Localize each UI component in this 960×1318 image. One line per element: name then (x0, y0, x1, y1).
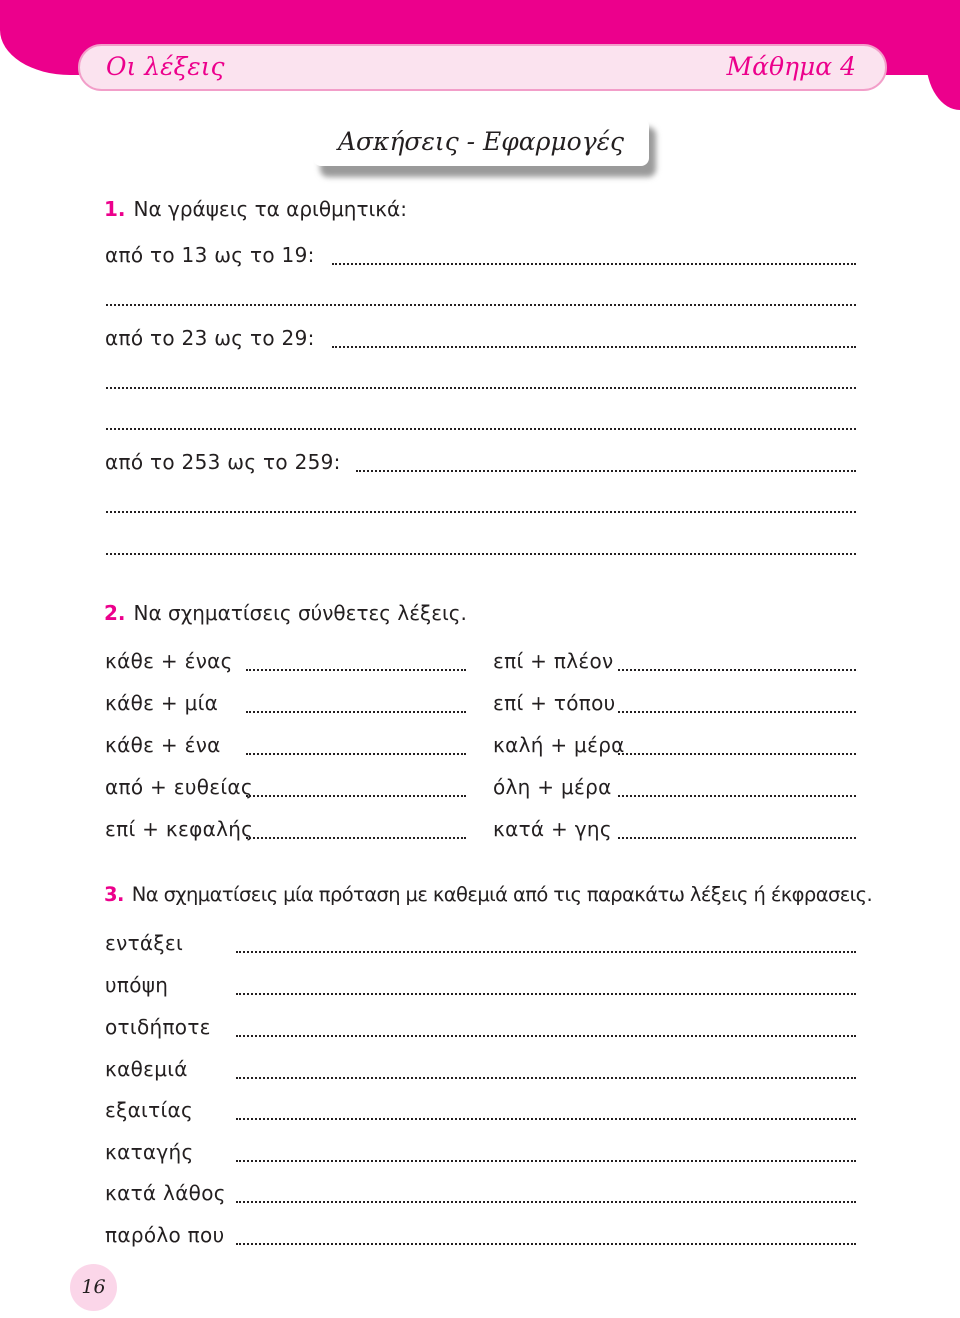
exercise-1-item: από το 13 ως το 19: (105, 243, 315, 267)
compound-left-item: κάθε + ένας (105, 649, 233, 673)
word-item: καθεμιά (105, 1057, 188, 1081)
exercise-1-number: 1. (104, 197, 126, 221)
exercise-3-title: Να σχηματίσεις μία πρόταση με καθεμιά από τις παρακάτω λέξεις ή έκφρασεις. (131, 883, 873, 906)
answer-line[interactable] (246, 753, 466, 755)
answer-line[interactable] (236, 951, 856, 953)
answer-line[interactable] (356, 470, 856, 472)
word-item: υπόψη (105, 973, 169, 997)
exercise-1-item: από το 23 ως το 29: (105, 326, 315, 350)
answer-line[interactable] (618, 753, 856, 755)
answer-line[interactable] (246, 669, 466, 671)
answer-line[interactable] (106, 304, 856, 306)
answer-line[interactable] (106, 428, 856, 430)
compound-left-item: από + ευθείας (105, 775, 253, 799)
answer-line[interactable] (236, 1077, 856, 1079)
answer-line[interactable] (236, 1118, 856, 1120)
answer-line[interactable] (236, 1201, 856, 1203)
word-item: καταγής (105, 1140, 194, 1164)
answer-line[interactable] (332, 346, 856, 348)
exercise-1-title: Να γράψεις τα αριθμητικά: (133, 197, 407, 221)
word-item: εντάξει (105, 931, 184, 955)
answer-line[interactable] (236, 1035, 856, 1037)
exercise-2-title: Να σχηματίσεις σύνθετες λέξεις. (133, 601, 467, 625)
compound-right-item: επί + τόπου (493, 691, 616, 715)
compound-right-item: επί + πλέον (493, 649, 614, 673)
lesson-title: Μάθημα 4 (726, 52, 856, 81)
word-item: παρόλο που (105, 1223, 225, 1247)
answer-line[interactable] (106, 511, 856, 513)
answer-line[interactable] (236, 1243, 856, 1245)
compound-left-item: κάθε + μία (105, 691, 219, 715)
exercise-2-number: 2. (104, 601, 126, 625)
exercise-1-heading (104, 197, 407, 221)
answer-line[interactable] (246, 711, 466, 713)
header-band-edge (926, 0, 960, 110)
answer-line[interactable] (618, 795, 856, 797)
exercise-1-item: από το 253 ως το 259: (105, 450, 341, 474)
exercise-3-number: 3. (104, 883, 124, 906)
exercise-2-heading (104, 601, 467, 625)
word-item: εξαιτίας (105, 1098, 194, 1122)
answer-line[interactable] (618, 711, 856, 713)
compound-right-item: όλη + μέρα (493, 775, 612, 799)
compound-right-item: κατά + γης (493, 817, 612, 841)
answer-line[interactable] (246, 837, 466, 839)
compound-left-item: επί + κεφαλής (105, 817, 254, 841)
answer-line[interactable] (106, 387, 856, 389)
word-item: κατά λάθος (105, 1181, 226, 1205)
answer-line[interactable] (106, 553, 856, 555)
answer-line[interactable] (236, 1160, 856, 1162)
word-item: οτιδήποτε (105, 1015, 211, 1039)
answer-line[interactable] (618, 837, 856, 839)
section-title: Οι λέξεις (106, 52, 225, 81)
exercise-tag: Ασκήσεις - Εφαρμογές (313, 118, 649, 166)
compound-right-item: καλή + μέρα (493, 733, 625, 757)
exercise-3-heading (104, 883, 872, 906)
answer-line[interactable] (332, 263, 856, 265)
answer-line[interactable] (236, 993, 856, 995)
compound-left-item: κάθε + ένα (105, 733, 221, 757)
answer-line[interactable] (246, 795, 466, 797)
page-number: 16 (81, 1276, 106, 1298)
answer-line[interactable] (618, 669, 856, 671)
